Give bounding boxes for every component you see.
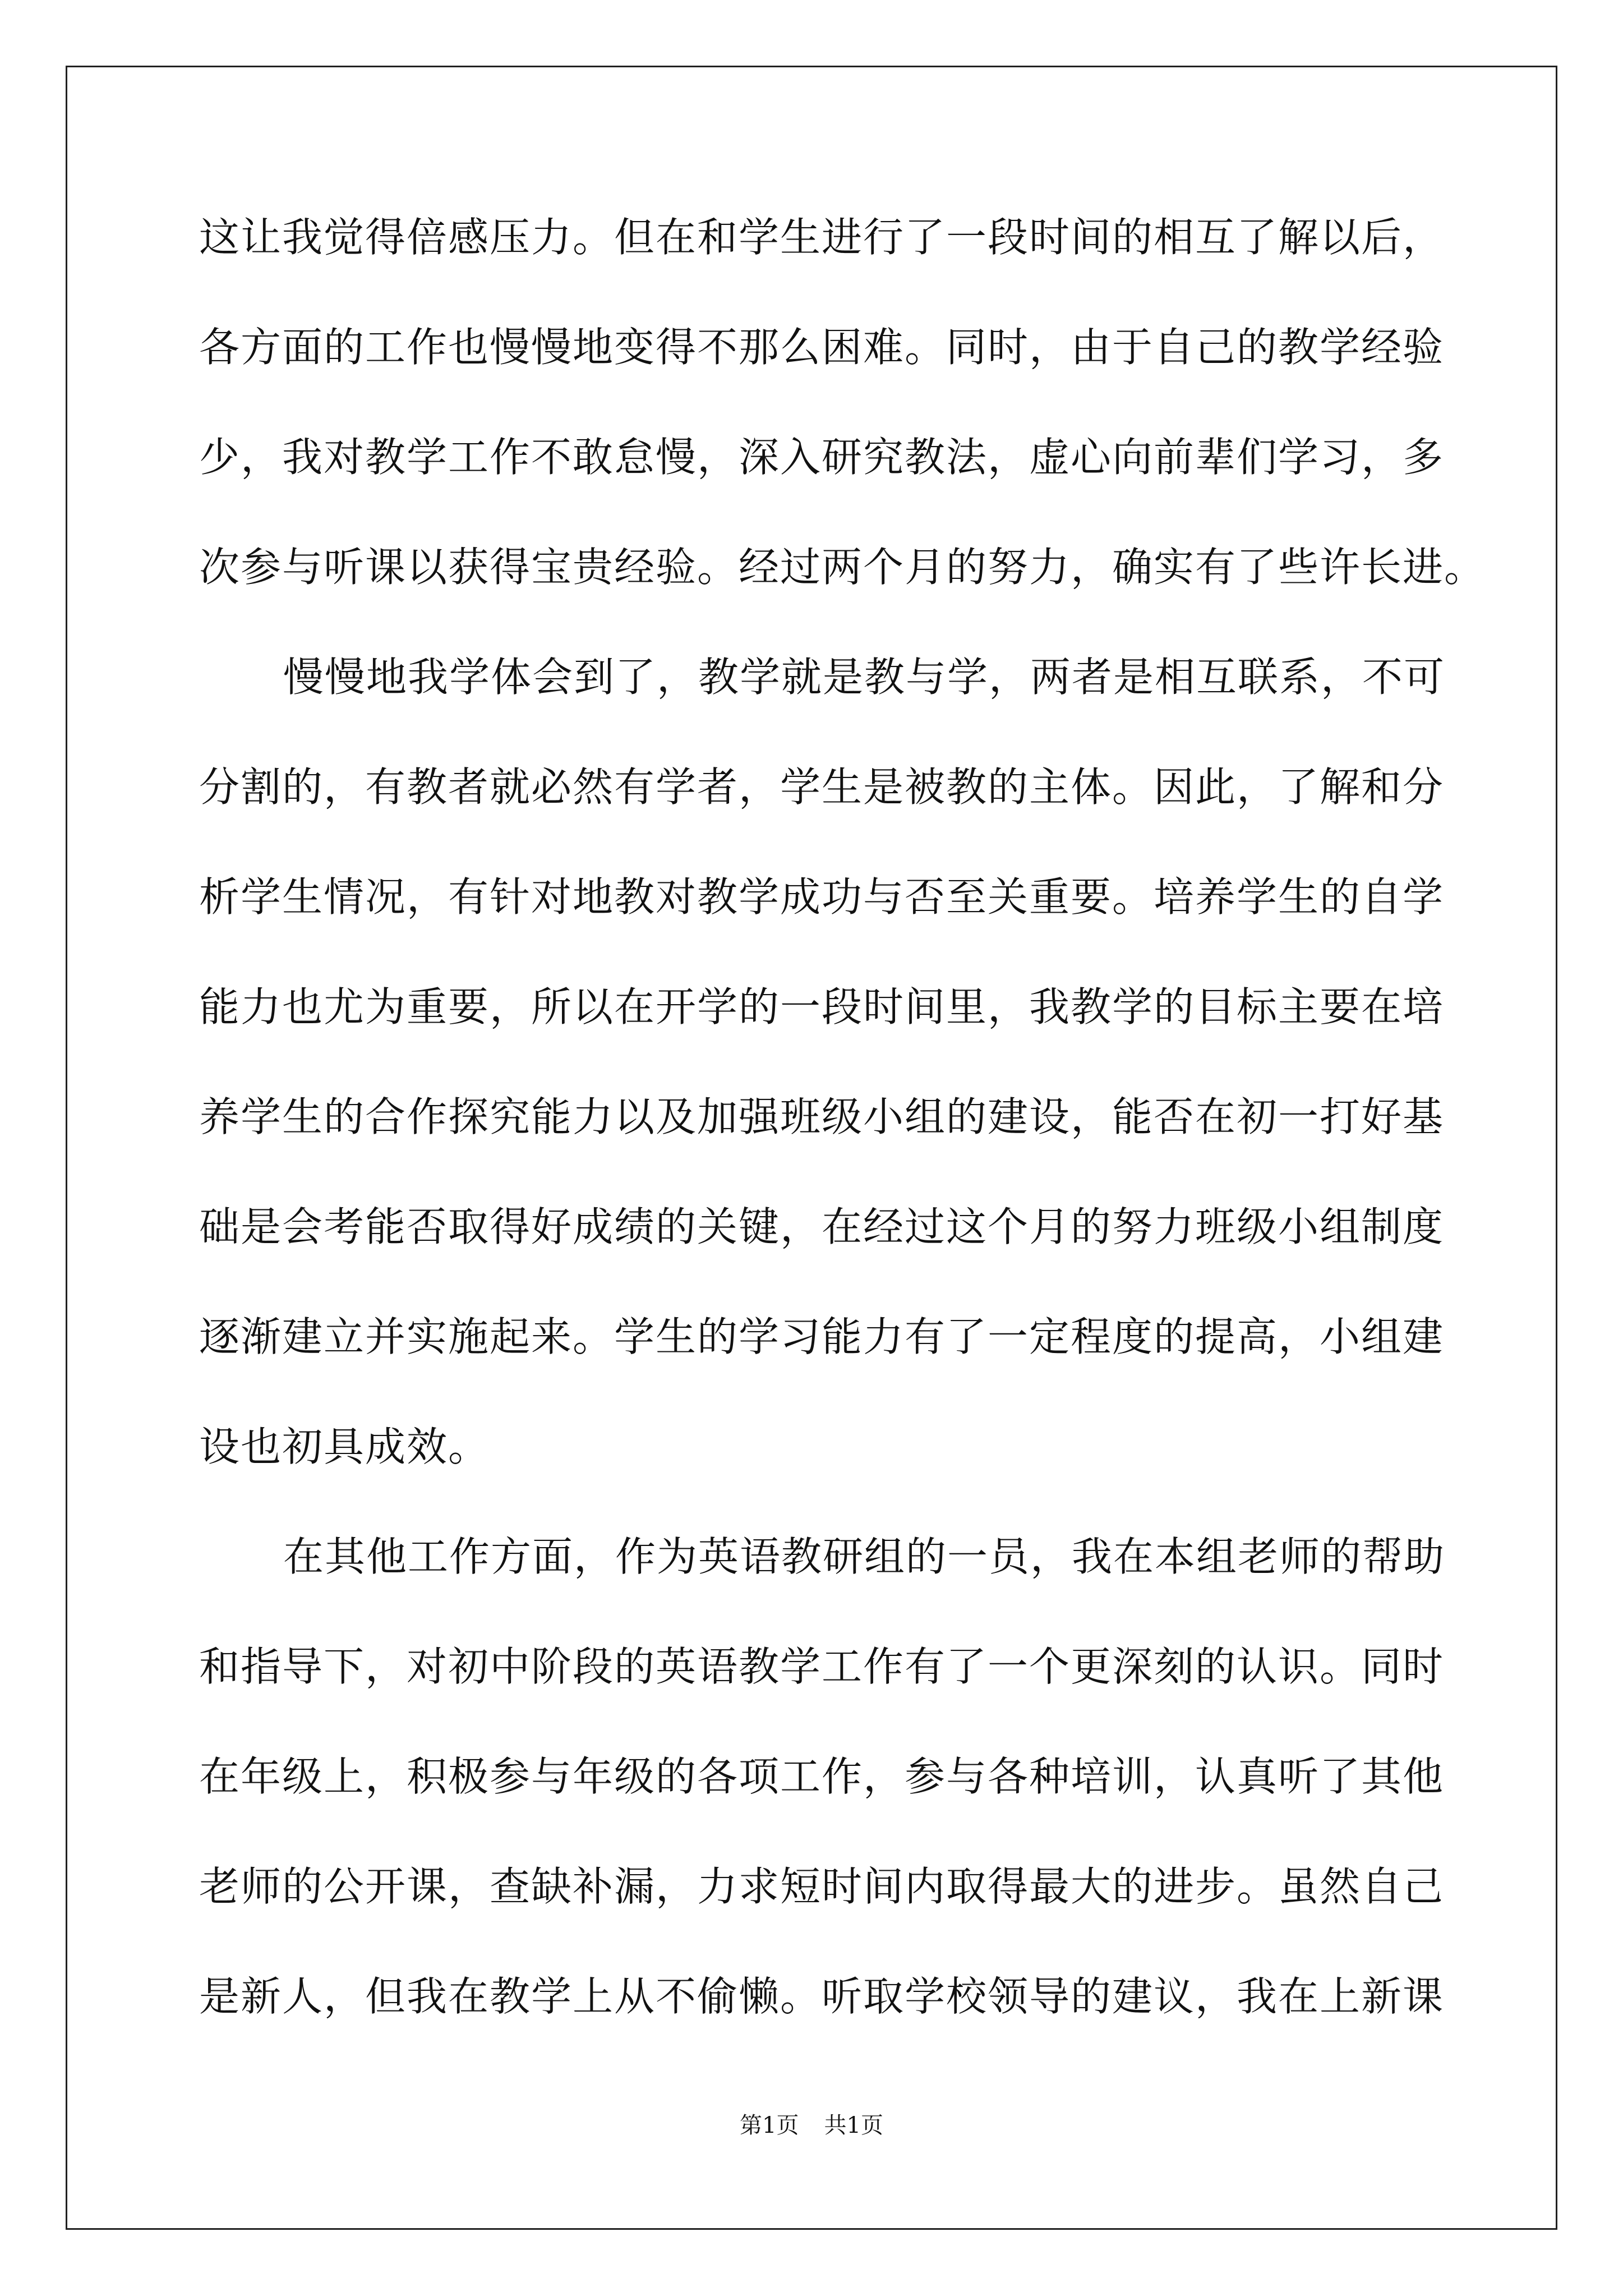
page-total: 共1页 bbox=[824, 2113, 883, 2138]
text-line: 次参与听课以获得宝贵经验。经过两个月的努力，确实有了些许长进。 bbox=[199, 544, 1486, 591]
text-line: 础是会考能否取得好成绩的关键，在经过这个月的努力班级小组制度 bbox=[199, 1203, 1445, 1250]
text-line: 少，我对教学工作不敢怠慢，深入研究教法，虚心向前辈们学习，多 bbox=[199, 434, 1445, 481]
page-footer bbox=[0, 2111, 1623, 2139]
text-line: 是新人，但我在教学上从不偷懒。听取学校领导的建议，我在上新课 bbox=[199, 1973, 1445, 2020]
text-line: 和指导下，对初中阶段的英语教学工作有了一个更深刻的认识。同时 bbox=[199, 1643, 1445, 1690]
text-line: 设也初具成效。 bbox=[199, 1423, 490, 1470]
text-line: 逐渐建立并实施起来。学生的学习能力有了一定程度的提高，小组建 bbox=[199, 1313, 1445, 1360]
text-line: 养学生的合作探究能力以及加强班级小组的建设，能否在初一打好基 bbox=[199, 1093, 1445, 1140]
text-line: 分割的，有教者就必然有学者，学生是被教的主体。因此，了解和分 bbox=[199, 763, 1445, 811]
text-line: 这让我觉得倍感压力。但在和学生进行了一段时间的相互了解以后， bbox=[199, 214, 1445, 261]
paragraph-first-line: 在其他工作方面，作为英语教研组的一员，我在本组老师的帮助 bbox=[283, 1533, 1446, 1580]
text-line: 在年级上，积极参与年级的各项工作，参与各种培训，认真听了其他 bbox=[199, 1753, 1445, 1800]
text-line: 老师的公开课，查缺补漏，力求短时间内取得最大的进步。虽然自己 bbox=[199, 1863, 1445, 1910]
document-body bbox=[199, 212, 1486, 2081]
text-line: 各方面的工作也慢慢地变得不那么困难。同时，由于自己的教学经验 bbox=[199, 324, 1445, 371]
text-line: 能力也尤为重要，所以在开学的一段时间里，我教学的目标主要在培 bbox=[199, 983, 1445, 1030]
text-line: 析学生情况，有针对地教对教学成功与否至关重要。培养学生的自学 bbox=[199, 873, 1445, 921]
page-number: 第1页 bbox=[740, 2113, 799, 2138]
paragraph-first-line: 慢慢地我学体会到了，教学就是教与学，两者是相互联系，不可 bbox=[283, 654, 1446, 701]
